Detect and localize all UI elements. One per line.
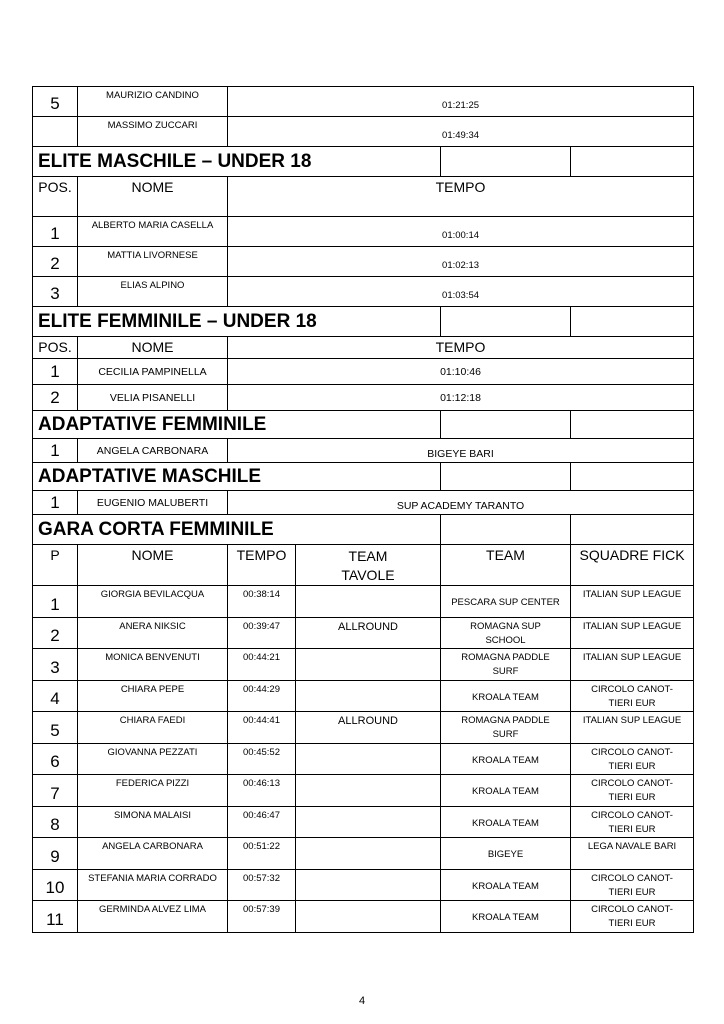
time-value: 01:49:34 [228, 117, 694, 147]
position [33, 117, 78, 147]
team-tavole [296, 806, 441, 838]
athlete-name: MAURIZIO CANDINO [78, 87, 228, 117]
team-tavole: ALLROUND [296, 712, 441, 744]
time-value: 00:46:47 [228, 806, 296, 838]
result-row [33, 359, 694, 385]
result-row [33, 869, 694, 901]
result-row [33, 680, 694, 712]
results-page [32, 86, 693, 933]
athlete-name: ELIAS ALPINO [78, 277, 228, 307]
result-row [33, 439, 694, 463]
athlete-name: CECILIA PAMPINELLA [78, 359, 228, 385]
position: 9 [33, 838, 78, 870]
empty-cell [441, 307, 571, 337]
time-value: 00:57:39 [228, 901, 296, 933]
result-row [33, 617, 694, 649]
time-value: 00:46:13 [228, 775, 296, 807]
athlete-name: EUGENIO MALUBERTI [78, 491, 228, 515]
athlete-name: SIMONA MALAISI [78, 806, 228, 838]
squadre-fick: ITALIAN SUP LEAGUE [571, 617, 694, 649]
position: 3 [33, 649, 78, 681]
time-value: 01:02:13 [228, 247, 694, 277]
position: 1 [33, 359, 78, 385]
empty-cell [571, 463, 694, 491]
time-value: 00:44:29 [228, 680, 296, 712]
header-team-tavole: TEAM TAVOLE [296, 545, 441, 586]
result-row [33, 385, 694, 411]
empty-cell [571, 147, 694, 177]
position: 4 [33, 680, 78, 712]
result-row [33, 775, 694, 807]
team-tavole [296, 743, 441, 775]
athlete-name: STEFANIA MARIA CORRADO [78, 869, 228, 901]
position: 8 [33, 806, 78, 838]
team-tavole [296, 775, 441, 807]
position: 3 [33, 277, 78, 307]
result-row [33, 277, 694, 307]
team-tavole [296, 586, 441, 618]
result-row [33, 806, 694, 838]
athlete-name: CHIARA FAEDI [78, 712, 228, 744]
team-name: ROMAGNA PADDLE SURF [441, 712, 571, 744]
time-value: 01:00:14 [228, 217, 694, 247]
header-time: TEMPO [228, 177, 694, 217]
athlete-name: CHIARA PEPE [78, 680, 228, 712]
team-name: ROMAGNA SUP SCHOOL [441, 617, 571, 649]
squadre-fick: CIRCOLO CANOT- TIERI EUR [571, 680, 694, 712]
header-pos: POS. [33, 177, 78, 217]
squadre-fick: CIRCOLO CANOT- TIERI EUR [571, 869, 694, 901]
header-name: NOME [78, 177, 228, 217]
position: 6 [33, 743, 78, 775]
athlete-name: MATTIA LIVORNESE [78, 247, 228, 277]
result-row [33, 217, 694, 247]
empty-cell [571, 515, 694, 545]
section-title: ADAPTATIVE FEMMINILE [33, 411, 441, 439]
team-tavole [296, 838, 441, 870]
time-value: 01:10:46 [228, 359, 694, 385]
section-title: ADAPTATIVE MASCHILE [33, 463, 441, 491]
squadre-fick: CIRCOLO CANOT- TIERI EUR [571, 806, 694, 838]
header-row [33, 545, 694, 586]
time-value: 00:44:21 [228, 649, 296, 681]
position: 2 [33, 247, 78, 277]
empty-cell [571, 411, 694, 439]
team-name: KROALA TEAM [441, 775, 571, 807]
result-row [33, 838, 694, 870]
result-row [33, 901, 694, 933]
section-title-row [33, 515, 694, 545]
result-row [33, 247, 694, 277]
position: 5 [33, 87, 78, 117]
athlete-name: FEDERICA PIZZI [78, 775, 228, 807]
squadre-fick: ITALIAN SUP LEAGUE [571, 586, 694, 618]
empty-cell [441, 411, 571, 439]
header-row [33, 177, 694, 217]
result-row [33, 117, 694, 147]
team-tavole [296, 649, 441, 681]
header-squadre-fick: SQUADRE FICK [571, 545, 694, 586]
position: 2 [33, 385, 78, 411]
result-row [33, 743, 694, 775]
section-title-row [33, 411, 694, 439]
squadre-fick: ITALIAN SUP LEAGUE [571, 712, 694, 744]
athlete-name: ANERA NIKSIC [78, 617, 228, 649]
position: 5 [33, 712, 78, 744]
time-value: 00:38:14 [228, 586, 296, 618]
team-name: KROALA TEAM [441, 743, 571, 775]
athlete-name: GERMINDA ALVEZ LIMA [78, 901, 228, 933]
time-value: 00:51:22 [228, 838, 296, 870]
section-title: ELITE FEMMINILE – UNDER 18 [33, 307, 441, 337]
result-row [33, 649, 694, 681]
empty-cell [441, 515, 571, 545]
team-name: KROALA TEAM [441, 901, 571, 933]
athlete-name: GIOVANNA PEZZATI [78, 743, 228, 775]
empty-cell [441, 463, 571, 491]
squadre-fick: ITALIAN SUP LEAGUE [571, 649, 694, 681]
results-table [32, 86, 694, 933]
position: 1 [33, 491, 78, 515]
position: 1 [33, 439, 78, 463]
squadre-fick: LEGA NAVALE BARI [571, 838, 694, 870]
empty-cell [441, 147, 571, 177]
result-row [33, 87, 694, 117]
time-value: 01:21:25 [228, 87, 694, 117]
athlete-name: VELIA PISANELLI [78, 385, 228, 411]
result-row [33, 712, 694, 744]
empty-cell [571, 307, 694, 337]
athlete-name: ANGELA CARBONARA [78, 439, 228, 463]
time-value: 00:45:52 [228, 743, 296, 775]
team-tavole [296, 869, 441, 901]
team-name: BIGEYE BARI [228, 439, 694, 463]
athlete-name: ALBERTO MARIA CASELLA [78, 217, 228, 247]
athlete-name: ANGELA CARBONARA [78, 838, 228, 870]
team-name: KROALA TEAM [441, 680, 571, 712]
position: 1 [33, 217, 78, 247]
team-tavole [296, 901, 441, 933]
position: 2 [33, 617, 78, 649]
time-value: 01:03:54 [228, 277, 694, 307]
team-name: PESCARA SUP CENTER [441, 586, 571, 618]
header-pos: POS. [33, 337, 78, 359]
header-time: TEMPO [228, 337, 694, 359]
position: 7 [33, 775, 78, 807]
squadre-fick: CIRCOLO CANOT- TIERI EUR [571, 901, 694, 933]
header-name: NOME [78, 337, 228, 359]
time-value: 00:39:47 [228, 617, 296, 649]
time-value: 00:44:41 [228, 712, 296, 744]
position: 1 [33, 586, 78, 618]
team-name: KROALA TEAM [441, 869, 571, 901]
section-title-row [33, 307, 694, 337]
header-row [33, 337, 694, 359]
header-name: NOME [78, 545, 228, 586]
section-title-row [33, 147, 694, 177]
section-title-row [33, 463, 694, 491]
position: 10 [33, 869, 78, 901]
result-row [33, 491, 694, 515]
athlete-name: GIORGIA BEVILACQUA [78, 586, 228, 618]
page-number: 4 [358, 995, 366, 1007]
team-name: BIGEYE [441, 838, 571, 870]
athlete-name: MASSIMO ZUCCARI [78, 117, 228, 147]
team-tavole [296, 680, 441, 712]
squadre-fick: CIRCOLO CANOT- TIERI EUR [571, 743, 694, 775]
section-title: ELITE MASCHILE – UNDER 18 [33, 147, 441, 177]
header-pos: P [33, 545, 78, 586]
time-value: 00:57:32 [228, 869, 296, 901]
team-tavole: ALLROUND [296, 617, 441, 649]
squadre-fick: CIRCOLO CANOT- TIERI EUR [571, 775, 694, 807]
header-time: TEMPO [228, 545, 296, 586]
time-value: 01:12:18 [228, 385, 694, 411]
position: 11 [33, 901, 78, 933]
result-row [33, 586, 694, 618]
team-name: KROALA TEAM [441, 806, 571, 838]
section-title: GARA CORTA FEMMINILE [33, 515, 441, 545]
team-name: ROMAGNA PADDLE SURF [441, 649, 571, 681]
header-team: TEAM [441, 545, 571, 586]
team-name: SUP ACADEMY TARANTO [228, 491, 694, 515]
athlete-name: MONICA BENVENUTI [78, 649, 228, 681]
